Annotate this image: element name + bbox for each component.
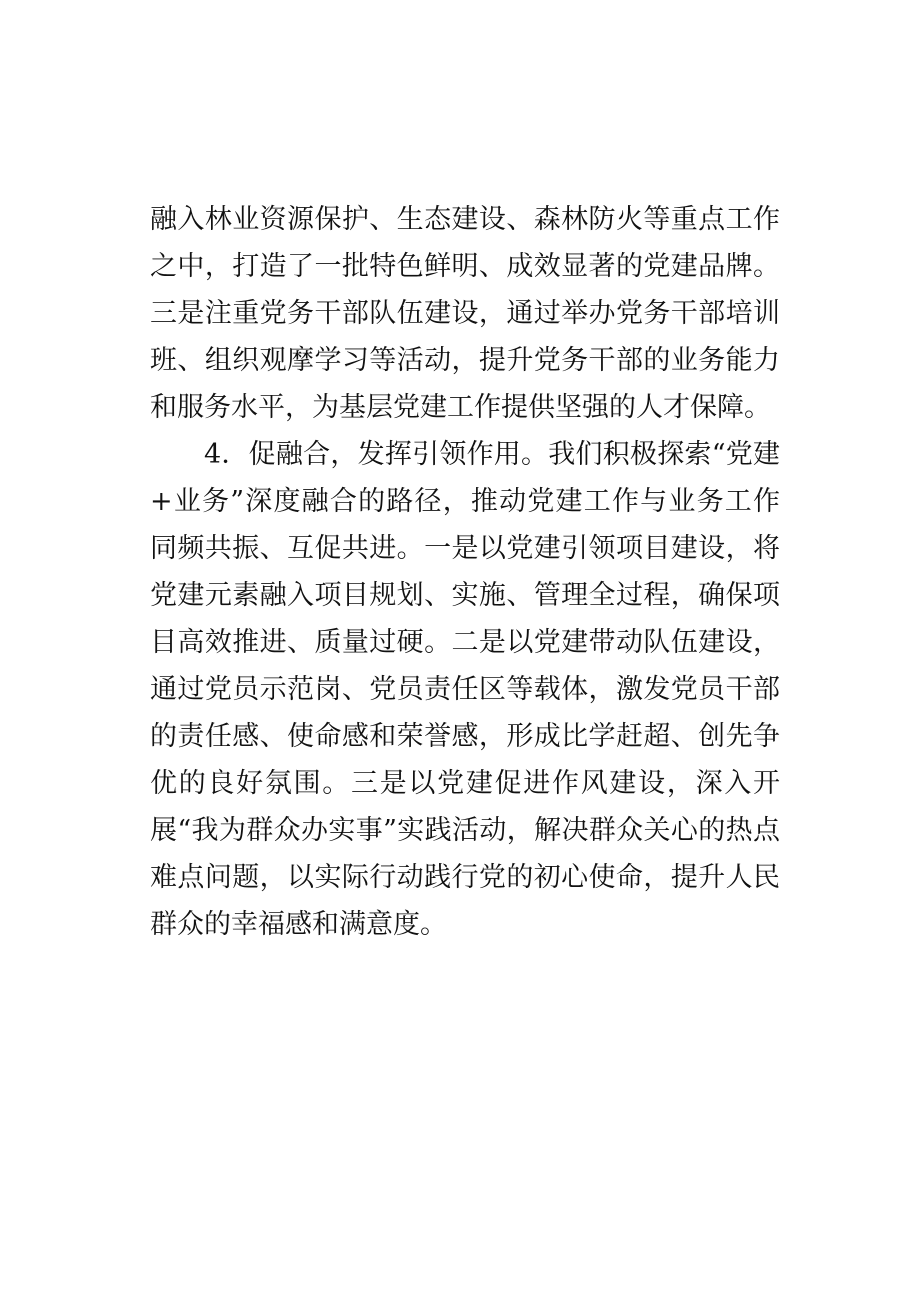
paragraph-section-4: 4．促融合，发挥引领作用。我们积极探索“党建+业务”深度融合的路径，推动党建工作与业务工作同频共振、互促共进。一是以党建引领项目建设，将党建元素融入项目规划、实施、管理全过程，确保项目高效推进、质量过硬。二是以党建带动队伍建设，通过党员示范岗、党员责任区等载体，激发党员干部的责任感、使命感和荣誉感，形成比学赶超、创先争优的良好氛围。三是以党建促进作风建设，深入开展“我为群众办实事”实践活动，解决群众关心的热点难点问题，以实际行动践行党的初心使命，提升人民群众的幸福感和满意度。 <box>150 439 780 940</box>
paragraph-continuation: 融入林业资源保护、生态建设、森林防火等重点工作之中，打造了一批特色鲜明、成效显著的党建品牌。三是注重党务干部队伍建设，通过举办党务干部培训班、组织观摩学习等活动，提升党务干部的业务能力和服务水平，为基层党建工作提供坚强的人才保障。 <box>150 204 780 423</box>
document-body <box>150 196 780 948</box>
